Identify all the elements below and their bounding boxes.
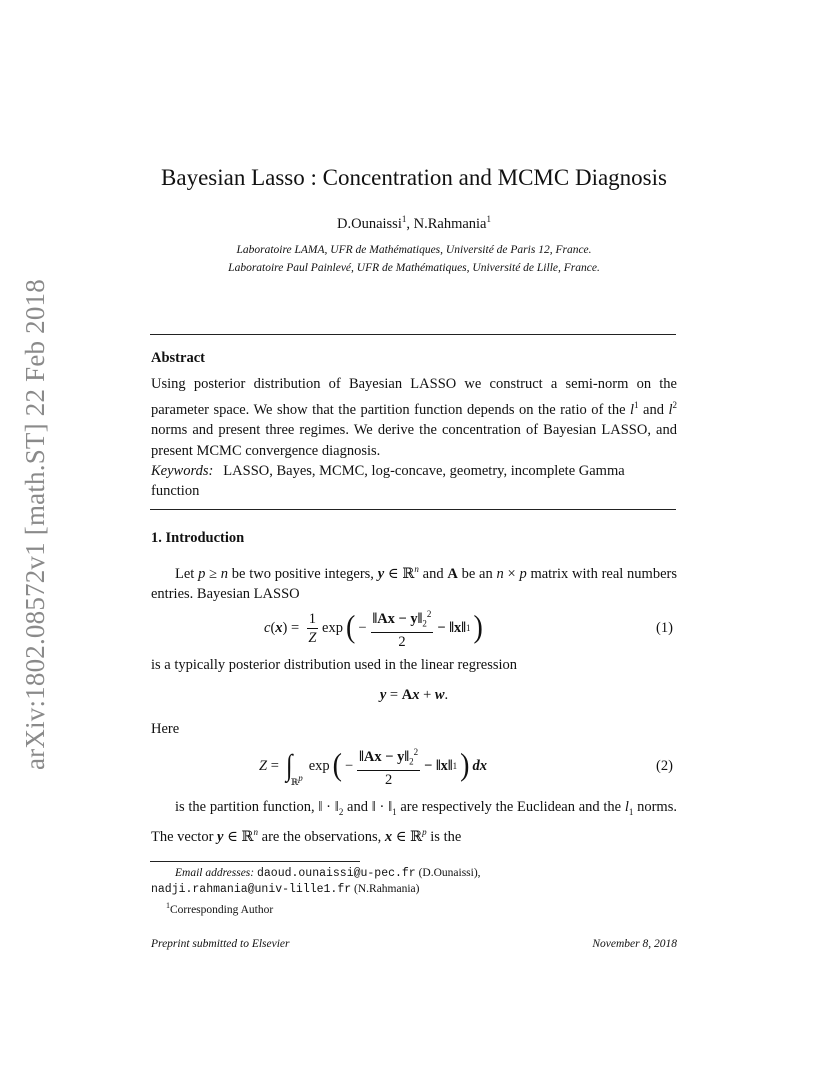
math-vector: y [217, 828, 224, 845]
equation-number-1: (1) [656, 620, 673, 636]
math-sub: 1 [628, 806, 634, 817]
text: Let [175, 565, 199, 582]
intro-paragraph-4 [151, 797, 677, 847]
text: is the [426, 828, 462, 845]
email-label: Email addresses: [175, 867, 255, 879]
math-exp: p [422, 826, 427, 837]
intro-paragraph-1 [151, 559, 677, 604]
affiliation-1: Laboratoire LAMA, UFR de Mathématiques, Université de Paris 12, France. [236, 244, 592, 256]
math-vector: w [434, 687, 445, 703]
math-op: ∈ ℝ [392, 828, 423, 845]
norm-subscript: 1 [452, 761, 458, 771]
integral-domain-base: ℝ [290, 776, 299, 787]
big-close-paren: ) [473, 609, 483, 646]
math-op: ) = [282, 619, 303, 636]
author-line [0, 214, 828, 233]
text: matrix with real numbers entries. Bayesian LASSO [151, 565, 677, 602]
fraction-residual-norm [371, 605, 434, 652]
abstract-top-rule [150, 334, 676, 335]
math-op: ∈ ℝ [384, 565, 415, 582]
exp-operator: exp [308, 757, 330, 774]
section-heading-introduction: 1. Introduction [151, 530, 245, 546]
footnote-corresponding [166, 898, 273, 918]
math-exp: n [253, 826, 259, 837]
math-op: − [358, 619, 367, 636]
arxiv-stamp-text: arXiv:1802.08572v1 [math.ST] 22 Feb 2018 [20, 279, 50, 770]
big-open-paren: ( [345, 609, 356, 646]
norm-expression: ‖Ax − y‖ [359, 748, 410, 765]
fraction-numerator [371, 605, 434, 634]
math-vector: x [384, 828, 393, 845]
text: is the partition function, ‖ · ‖ [175, 799, 339, 815]
big-open-paren: ( [332, 747, 342, 784]
equation-1 [264, 605, 486, 651]
math-vector: y [377, 565, 385, 582]
integral-domain [291, 773, 303, 788]
keywords [151, 462, 651, 501]
fraction-one-over-z [307, 610, 318, 647]
math-op: = [386, 687, 402, 703]
norm-superscript: 2 [426, 608, 432, 619]
author-1-name: D.Ounaissi [337, 215, 402, 232]
email-address-2[interactable]: nadji.rahmania@univ-lille1.fr [151, 883, 352, 896]
footnote-text: Corresponding Author [170, 903, 274, 916]
norm-subscript: 2 [409, 756, 414, 767]
text: and [418, 565, 448, 582]
affiliation-2: Laboratoire Paul Painlevé, UFR de Mathématiques, Université de Lille, France. [228, 262, 600, 274]
abstract-text-part: Using posterior distribution of Bayesian LASSO we construct a semi-norm on the parameter space. We show that the partition function depends on the ratio of the [151, 376, 677, 418]
math-var: p [198, 565, 206, 582]
math-var: l [624, 799, 629, 815]
fraction-denominator: Z [308, 629, 317, 646]
l1-norm: − ‖x‖ [437, 619, 466, 636]
fraction-residual-norm [357, 743, 420, 790]
text: and ‖ · ‖ [343, 799, 393, 815]
email-owner-2: (N.Rahmania) [351, 883, 420, 895]
abstract-text-part: and [638, 401, 669, 418]
fraction-denominator: 2 [398, 634, 406, 651]
integral-sign: ∫ [285, 749, 292, 782]
email-address-1[interactable]: daoud.ounaissi@u-pec.fr [256, 867, 416, 880]
author-separator: , [406, 215, 414, 232]
keywords-list: LASSO, Bayes, MCMC, log-concave, geometry, incomplete Gamma function [151, 463, 625, 499]
fraction-numerator [357, 743, 420, 772]
math-var: p [519, 565, 527, 582]
math-paren: ( [270, 619, 276, 636]
author-2-mark: 1 [486, 214, 491, 224]
footnote-mark: 1 [166, 901, 170, 910]
math-vector: x [275, 619, 283, 636]
math-matrix: A [447, 565, 458, 582]
math-var: c [264, 619, 271, 636]
l1-norm: − ‖x‖ [424, 757, 453, 774]
text: be two positive integers, [228, 565, 378, 582]
abstract-heading: Abstract [151, 350, 205, 366]
author-1-mark: 1 [401, 214, 407, 224]
email-owner-1: (D.Ounaissi), [415, 867, 481, 879]
norm-expression: ‖Ax − y‖ [372, 610, 423, 627]
l1-symbol: l [630, 401, 635, 418]
math-op: = [267, 757, 283, 774]
l2-exponent: 2 [672, 399, 678, 410]
norm-subscript: 1 [465, 623, 471, 633]
math-var: n [220, 565, 229, 582]
l1-exponent: 1 [634, 399, 639, 410]
math-matrix: A [401, 687, 413, 703]
author-2-name: N.Rahmania [413, 215, 487, 232]
math-sub: 2 [338, 806, 344, 817]
math-op: + [419, 687, 435, 703]
math-op: ≥ [205, 565, 221, 582]
footnote-emails [175, 866, 481, 881]
fraction-denominator: 2 [384, 772, 393, 789]
text: be an [457, 565, 497, 582]
equation-linear-model [0, 687, 828, 704]
math-punct: . [444, 687, 449, 703]
math-op: ∈ ℝ [223, 828, 254, 845]
abstract-bottom-rule [150, 509, 676, 510]
preprint-note: Preprint submitted to Elsevier [151, 938, 290, 950]
equation-number-2: (2) [656, 758, 673, 774]
fraction-numerator: 1 [308, 610, 317, 627]
l2-symbol: l [668, 401, 673, 418]
preprint-date: November 8, 2018 [592, 938, 677, 950]
math-exp: n [414, 564, 419, 574]
big-close-paren: ) [460, 747, 470, 784]
footnote-rule [150, 861, 360, 862]
text: norms. The vector [151, 799, 677, 845]
footnote-emails-cont [151, 882, 419, 897]
abstract-text [151, 374, 677, 462]
math-vector: x [412, 687, 420, 703]
paper-title: Bayesian Lasso : Concentration and MCMC Diagnosis [161, 165, 667, 190]
keywords-label: Keywords: [151, 463, 214, 479]
math-sub: 1 [392, 806, 397, 817]
text: are respectively the Euclidean and the [396, 799, 625, 815]
intro-paragraph-2: is a typically posterior distribution used in the linear regression [151, 657, 518, 673]
math-var: Z [259, 757, 268, 774]
math-op: × [503, 565, 520, 582]
text: are the observations, [258, 828, 385, 845]
norm-superscript: 2 [413, 746, 419, 757]
math-op: − [344, 757, 354, 774]
intro-paragraph-3: Here [151, 721, 180, 737]
exp-operator: exp [322, 619, 343, 636]
math-vector: y [379, 687, 387, 703]
equation-2 [259, 743, 487, 789]
abstract-text-part: norms and present three regimes. We derive the concentration of Bayesian LASSO, and present MCMC convergence diagnosis. [151, 422, 677, 460]
norm-subscript: 2 [422, 618, 427, 629]
integral-domain-exp: p [298, 772, 303, 783]
differential: dx [472, 757, 487, 774]
math-var: n [496, 565, 504, 582]
